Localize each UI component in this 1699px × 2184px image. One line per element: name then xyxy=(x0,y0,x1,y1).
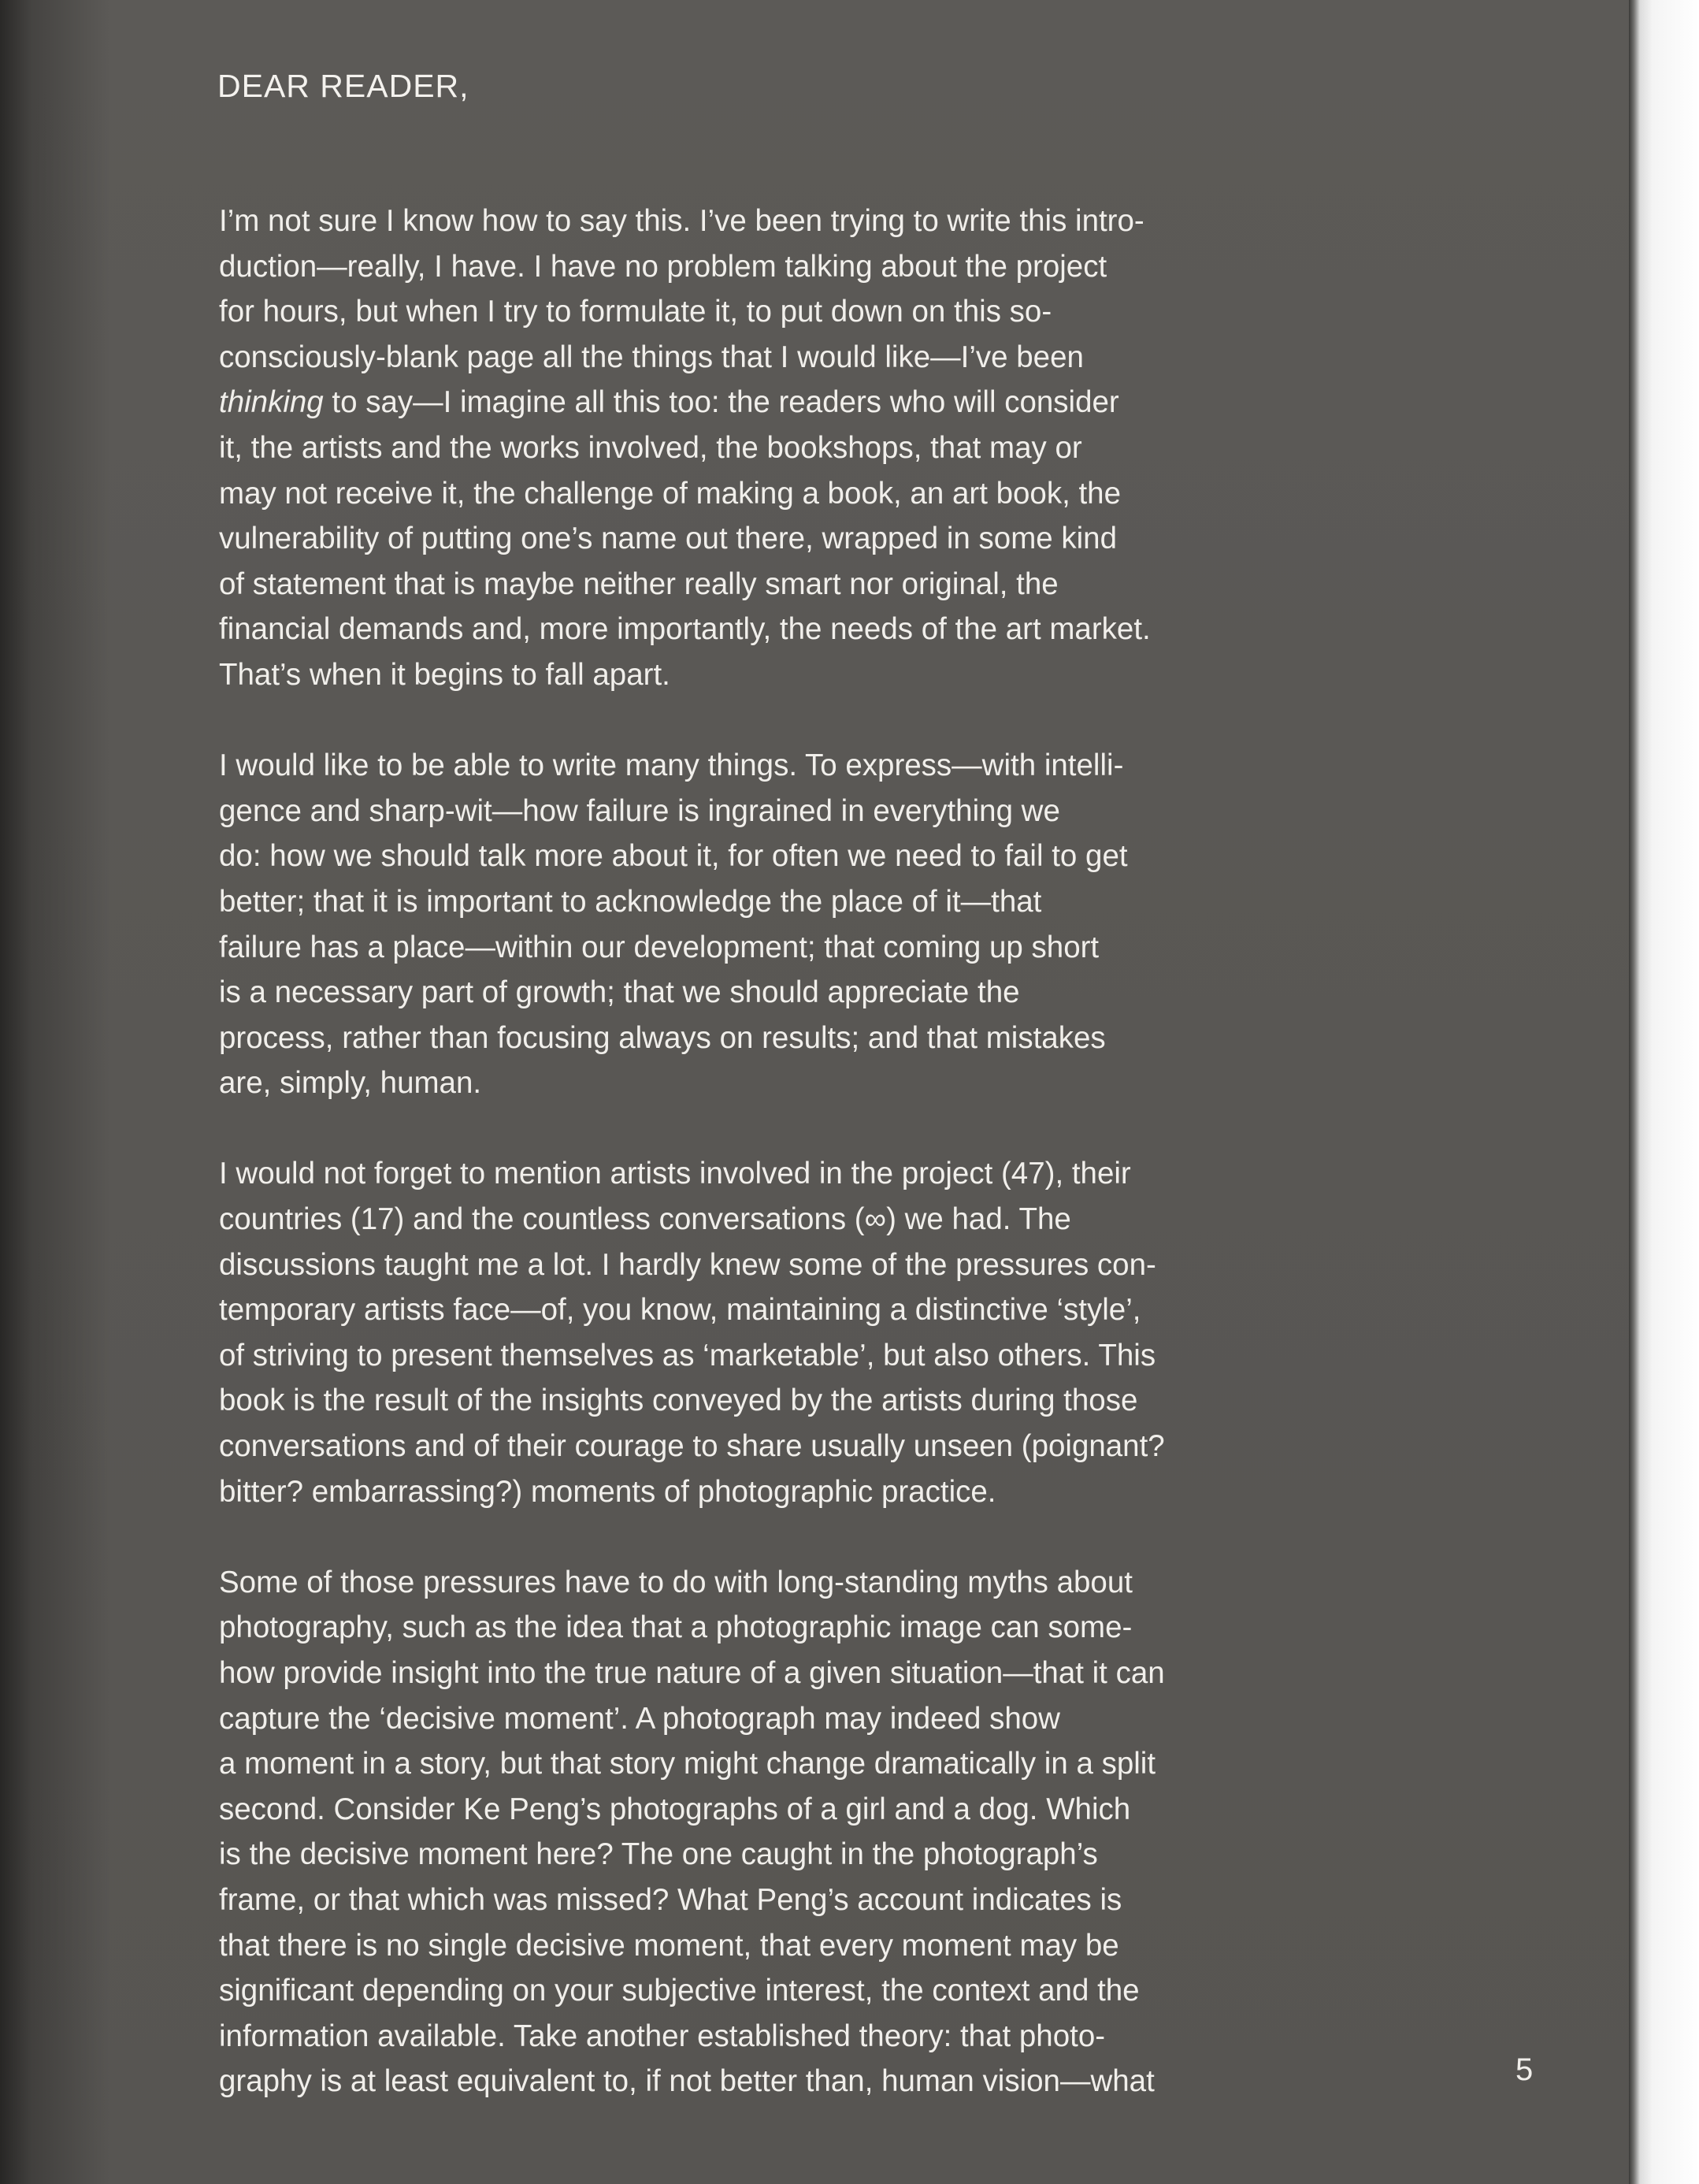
text-line: significant depending on your subjective interest, the context and the xyxy=(219,1974,1140,2008)
text-line: I’m not sure I know how to say this. I’ve been trying to write this intro- xyxy=(219,204,1144,238)
text-line: capture the ‘decisive moment’. A photograph may indeed show xyxy=(219,1701,1060,1736)
text-line: may not receive it, the challenge of making a book, an art book, the xyxy=(219,476,1121,511)
body-text xyxy=(219,199,1353,2150)
text-line: duction—really, I have. I have no problem talking about the project xyxy=(219,249,1107,284)
text-line: financial demands and, more importantly, the needs of the art market. xyxy=(219,612,1151,647)
text-line: for hours, but when I try to formulate it, to put down on this so- xyxy=(219,295,1052,329)
text-line: photography, such as the idea that a photographic image can some- xyxy=(219,1610,1133,1645)
text-line: gence and sharp-wit—how failure is ingrained in everything we xyxy=(219,793,1060,828)
text-line: do: how we should talk more about it, for often we need to fail to get xyxy=(219,839,1128,874)
salutation-heading: DEAR READER, xyxy=(217,68,469,104)
text-line: I would like to be able to write many things. To express—with intelli- xyxy=(219,748,1124,783)
text-line: Some of those pressures have to do with long-standing myths about xyxy=(219,1565,1133,1599)
text-line: information available. Take another established theory: that photo- xyxy=(219,2019,1106,2053)
text-line: a moment in a story, but that story might change dramatically in a split xyxy=(219,1747,1156,1781)
paragraph xyxy=(219,1151,1353,1514)
text-line: bitter? embarrassing?) moments of photographic practice. xyxy=(219,1474,996,1509)
text-line: of statement that is maybe neither really smart nor original, the xyxy=(219,566,1059,601)
text-line: it, the artists and the works involved, the bookshops, that may or xyxy=(219,430,1082,465)
text-line: of striving to present themselves as ‘marketable’, but also others. This xyxy=(219,1338,1156,1372)
text-line: is the decisive moment here? The one caught in the photograph’s xyxy=(219,1837,1098,1872)
text-line: countries (17) and the countless conversations (∞) we had. The xyxy=(219,1202,1071,1237)
page-edge xyxy=(1629,0,1699,2184)
page-number: 5 xyxy=(1515,2052,1534,2087)
text-line: failure has a place—within our development; that coming up short xyxy=(219,930,1100,964)
text-line: temporary artists face—of, you know, maintaining a distinctive ‘style’, xyxy=(219,1293,1141,1328)
text-line: I would not forget to mention artists involved in the project (47), their xyxy=(219,1157,1131,1191)
text-line xyxy=(219,380,1353,425)
text-line: are, simply, human. xyxy=(219,1066,482,1101)
text-line: conversations and of their courage to share usually unseen (poignant? xyxy=(219,1429,1165,1464)
text-run: to say—I imagine all this too: the readers who will consider xyxy=(323,385,1119,420)
text-line: discussions taught me a lot. I hardly knew some of the pressures con- xyxy=(219,1247,1156,1282)
text-line: second. Consider Ke Peng’s photographs of a girl and a dog. Which xyxy=(219,1792,1131,1826)
text-line: is a necessary part of growth; that we should appreciate the xyxy=(219,975,1020,1010)
paragraph xyxy=(219,1560,1353,2104)
text-line: consciously-blank page all the things that I would like—I’ve been xyxy=(219,340,1084,374)
text-line: better; that it is important to acknowledge the place of it—that xyxy=(219,884,1042,919)
text-line: process, rather than focusing always on results; and that mistakes xyxy=(219,1020,1106,1055)
text-line: that there is no single decisive moment, that every moment may be xyxy=(219,1928,1119,1963)
text-line: book is the result of the insights conveyed by the artists during those xyxy=(219,1384,1138,1418)
text-line: frame, or that which was missed? What Peng’s account indicates is xyxy=(219,1882,1122,1917)
paragraph xyxy=(219,199,1353,698)
paragraph xyxy=(219,743,1353,1106)
text-line: graphy is at least equivalent to, if not better than, human vision—what xyxy=(219,2064,1155,2099)
emphasis: thinking xyxy=(219,385,324,420)
text-line: how provide insight into the true nature of a given situation—that it can xyxy=(219,1656,1165,1690)
text-line: That’s when it begins to fall apart. xyxy=(219,657,670,692)
text-line: vulnerability of putting one’s name out there, wrapped in some kind xyxy=(219,522,1117,556)
